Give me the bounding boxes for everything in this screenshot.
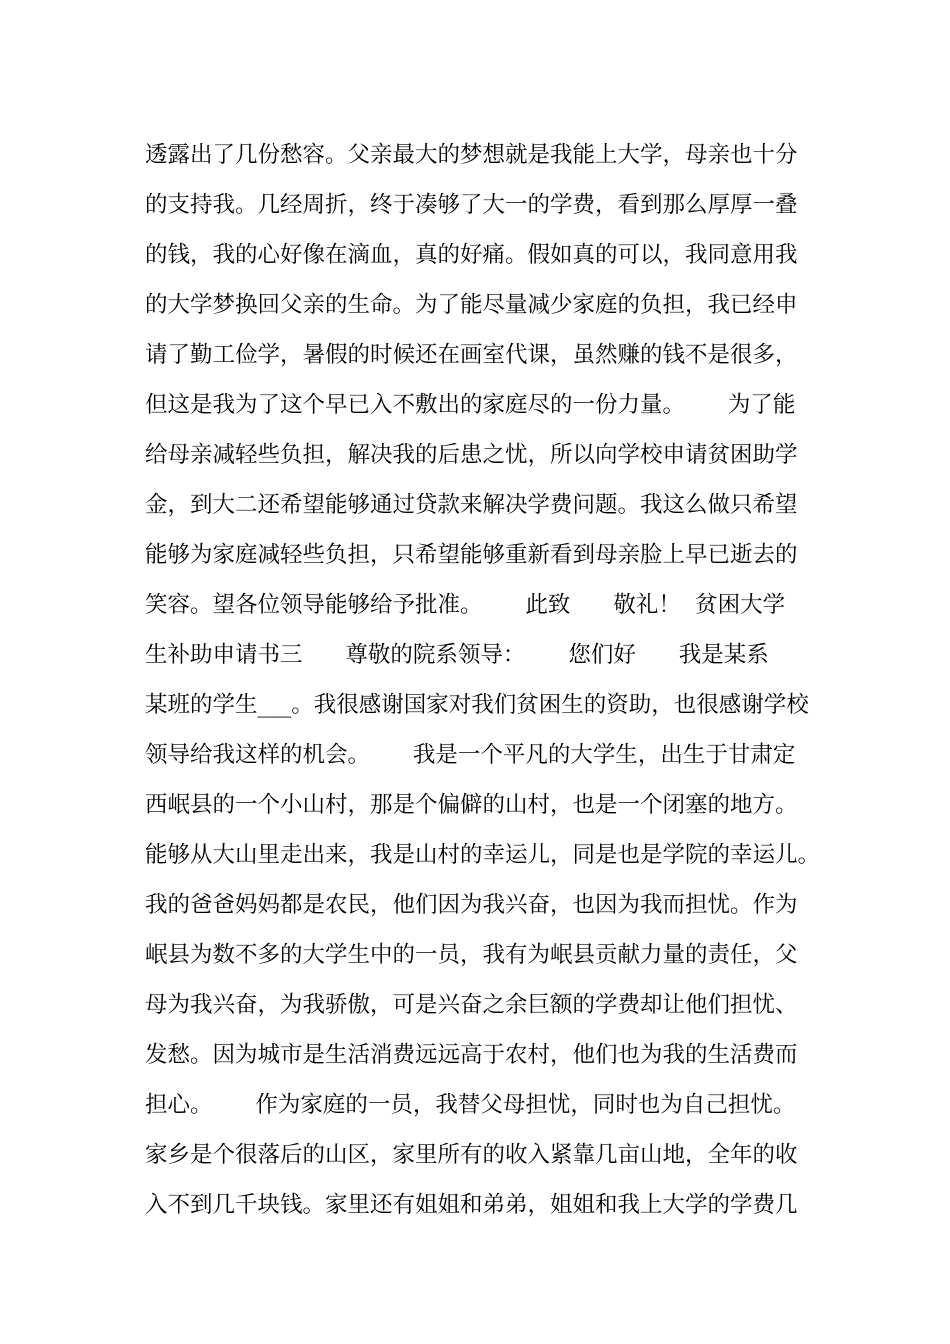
text-line: 的钱，我的心好像在滴血，真的好痛。假如真的可以，我同意用我	[145, 242, 798, 268]
text-line: 透露出了几份愁容。父亲最大的梦想就是我能上大学，母亲也十分	[145, 142, 798, 168]
text-line: 生补助申请书三 尊敬的院系领导： 您们好 我是某系	[145, 642, 769, 668]
text-line: 家乡是个很落后的山区，家里所有的收入紧靠几亩山地，全年的收	[145, 1142, 798, 1168]
text-line: 领导给我这样的机会。 我是一个平凡的大学生，出生于甘肃定	[145, 742, 796, 768]
text-line: 西岷县的一个小山村，那是个偏僻的山村，也是一个闭塞的地方。	[145, 792, 798, 818]
document-body	[145, 130, 835, 1230]
text-line: 笑容。望各位领导能够给予批准。 此致 敬礼！ 贫困大学	[145, 592, 786, 618]
text-line: 某班的学生___。我很感谢国家对我们贫困生的资助，也很感谢学校	[145, 692, 809, 718]
text-line: 金，到大二还希望能够通过贷款来解决学费问题。我这么做只希望	[145, 492, 798, 518]
text-line: 的支持我。几经周折，终于凑够了大一的学费，看到那么厚厚一叠	[145, 192, 798, 218]
text-line: 给母亲减轻些负担，解决我的后患之忧，所以向学校申请贫困助学	[145, 442, 798, 468]
text-line: 发愁。因为城市是生活消费远远高于农村，他们也为我的生活费而	[145, 1042, 798, 1068]
text-line: 我的爸爸妈妈都是农民，他们因为我兴奋，也因为我而担忧。作为	[145, 892, 798, 918]
text-line: 能够从大山里走出来，我是山村的幸运儿，同是也是学院的幸运儿。	[145, 842, 821, 868]
text-line: 请了勤工俭学，暑假的时候还在画室代课，虽然赚的钱不是很多，	[145, 342, 798, 368]
text-line: 岷县为数不多的大学生中的一员，我有为岷县贡献力量的责任，父	[145, 942, 798, 968]
text-line: 入不到几千块钱。家里还有姐姐和弟弟，姐姐和我上大学的学费几	[145, 1192, 798, 1218]
text-line: 但这是我为了这个早已入不敷出的家庭尽的一份力量。 为了能	[145, 392, 796, 418]
text-line: 能够为家庭减轻些负担，只希望能够重新看到母亲脸上早已逝去的	[145, 542, 798, 568]
text-line: 担心。 作为家庭的一员，我替父母担忧，同时也为自己担忧。	[145, 1092, 796, 1118]
text-line: 的大学梦换回父亲的生命。为了能尽量减少家庭的负担，我已经申	[145, 292, 798, 318]
text-line: 母为我兴奋，为我骄傲，可是兴奋之余巨额的学费却让他们担忧、	[145, 992, 798, 1018]
